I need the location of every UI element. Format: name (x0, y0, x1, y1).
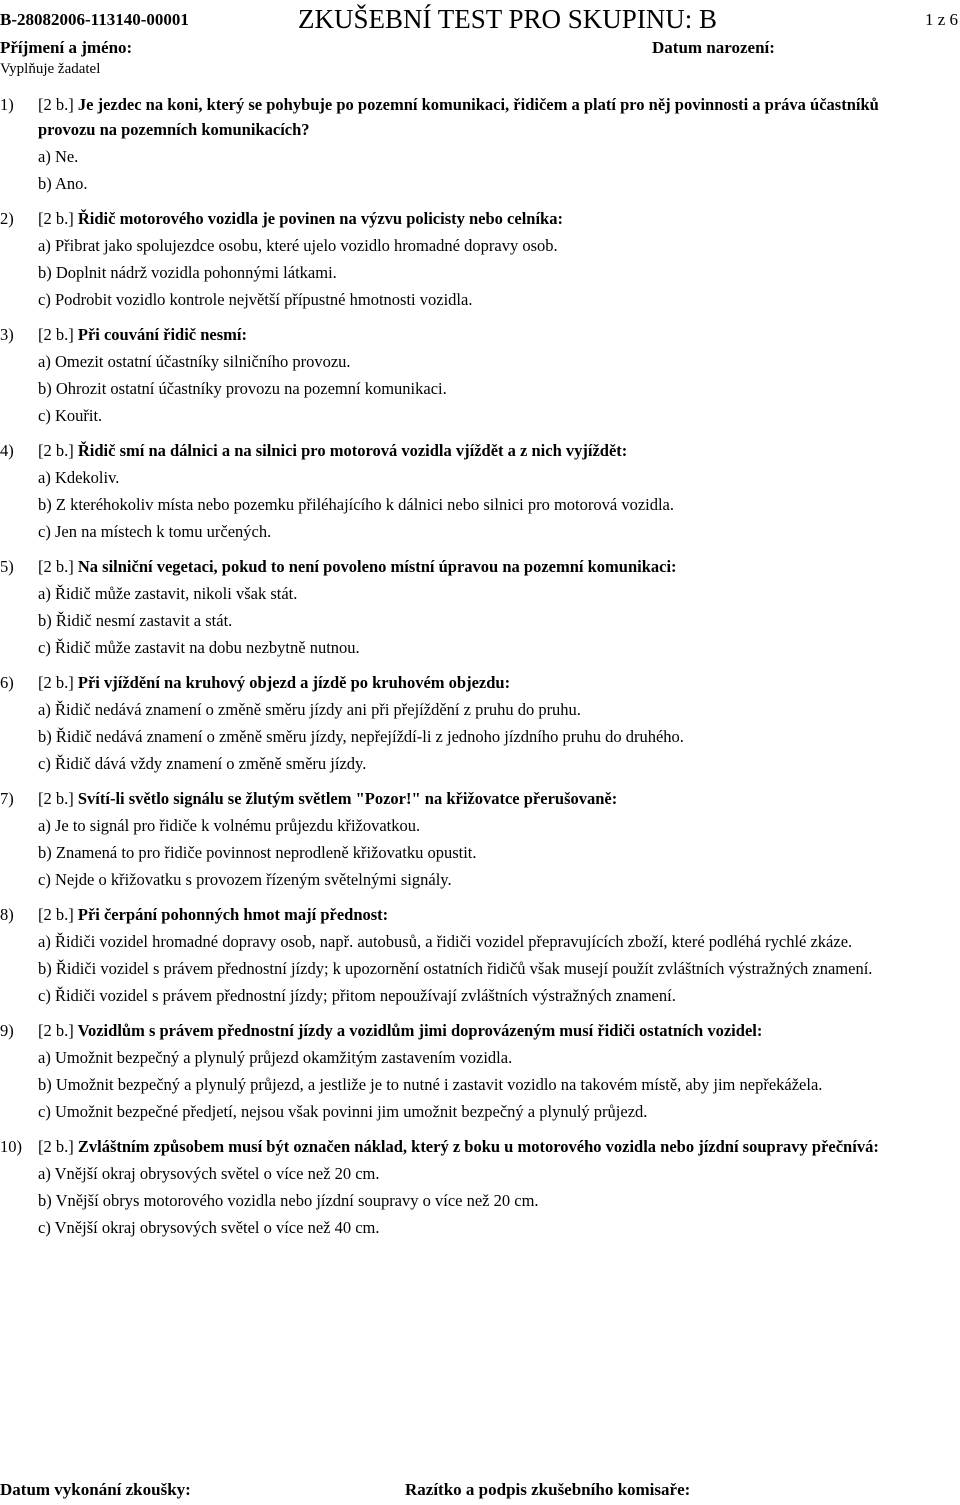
answer-option[interactable]: c) Řidiči vozidel s právem přednostní jízdy; přitom nepoužívají zvláštních výstražných znamení. (38, 986, 676, 1005)
question-points: [2 b.] (38, 441, 74, 460)
question-text: Vozidlům s právem přednostní jízdy a vozidlům jimi doprovázeným musí řidiči ostatních vozidel: (77, 1021, 763, 1040)
answer-option[interactable]: c) Jen na místech k tomu určených. (38, 522, 272, 541)
question-number: 1) (0, 95, 14, 114)
answer-option[interactable]: b) Vnější obrys motorového vozidla nebo jízdní soupravy o více než 20 cm. (38, 1191, 539, 1210)
question-points: [2 b.] (38, 789, 74, 808)
fill-note: Vyplňuje žadatel (0, 61, 101, 77)
answer-option[interactable]: b) Řidič nedává znamení o změně směru jízdy, nepřejíždí-li z jednoho jízdního pruhu do druhého. (38, 727, 684, 746)
question-item (0, 1018, 940, 1124)
exam-date-label: Datum vykonání zkoušky: (0, 1480, 191, 1499)
answer-option[interactable]: a) Omezit ostatní účastníky silničního provozu. (38, 352, 351, 371)
answer-option[interactable]: c) Vnější okraj obrysových světel o více než 40 cm. (38, 1218, 380, 1237)
question-item (0, 92, 940, 196)
page-number: 1 z 6 (924, 10, 958, 29)
question-points: [2 b.] (38, 905, 74, 924)
question-points: [2 b.] (38, 95, 74, 114)
answer-option[interactable]: c) Umožnit bezpečné předjetí, nejsou však povinni jim umožnit bezpečný a plynulý průjezd. (38, 1102, 648, 1121)
answer-option[interactable]: c) Podrobit vozidlo kontrole největší přípustné hmotnosti vozidla. (38, 290, 473, 309)
answer-option[interactable]: b) Z kteréhokoliv místa nebo pozemku přiléhajícího k dálnici nebo silnici pro motorová vozidla. (38, 495, 675, 514)
answer-option[interactable]: b) Řidiči vozidel s právem přednostní jízdy; k upozornění ostatních řidičů však musejí použít zvláštních výstražných znamení. (38, 959, 873, 978)
question-item (0, 206, 940, 312)
question-heading (38, 209, 563, 228)
question-number: 7) (0, 789, 14, 808)
document-id: B-28082006-113140-00001 (0, 10, 189, 29)
answer-option[interactable]: a) Umožnit bezpečný a plynulý průjezd okamžitým zastavením vozidla. (38, 1048, 513, 1067)
answer-option[interactable]: b) Ano. (38, 174, 88, 193)
answer-option[interactable]: c) Řidič může zastavit na dobu nezbytně nutnou. (38, 638, 360, 657)
answer-option[interactable]: a) Řidič může zastavit, nikoli však stát. (38, 584, 298, 603)
answer-option[interactable]: a) Kdekoliv. (38, 468, 120, 487)
question-text: Na silniční vegetaci, pokud to není povoleno místní úpravou na pozemní komunikaci: (77, 557, 677, 576)
question-text: Řidič smí na dálnici a na silnici pro motorová vozidla vjíždět a z nich vyjíždět: (77, 441, 628, 460)
question-heading (38, 673, 510, 692)
question-item (0, 1134, 940, 1240)
signature-label: Razítko a podpis zkušebního komisaře: (405, 1480, 691, 1499)
question-points: [2 b.] (38, 1137, 74, 1156)
question-text: Řidič motorového vozidla je povinen na výzvu policisty nebo celníka: (77, 209, 563, 228)
question-item (0, 670, 940, 776)
question-text: Při čerpání pohonných hmot mají přednost: (77, 905, 389, 924)
header-top-row (0, 4, 960, 36)
question-number: 5) (0, 557, 14, 576)
question-points: [2 b.] (38, 557, 74, 576)
question-heading (38, 1021, 762, 1040)
question-number: 10) (0, 1137, 22, 1156)
question-heading (38, 905, 388, 924)
question-text: Je jezdec na koni, který se pohybuje po pozemní komunikaci, řidičem a platí pro něj povinnosti a práva účastníků provozu na pozemních komunikacích? (38, 95, 879, 139)
header-fields-row (0, 38, 960, 60)
question-number: 4) (0, 441, 14, 460)
question-number: 3) (0, 325, 14, 344)
question-text: Zvláštním způsobem musí být označen náklad, který z boku u motorového vozidla nebo jízdní soupravy přečnívá: (77, 1137, 879, 1156)
name-label: Příjmení a jméno: (0, 38, 133, 57)
question-item (0, 902, 940, 1008)
question-number: 2) (0, 209, 14, 228)
question-list (0, 92, 940, 1250)
question-heading (38, 325, 247, 344)
birth-date-label: Datum narození: (652, 38, 775, 57)
answer-option[interactable]: c) Řidič dává vždy znamení o změně směru jízdy. (38, 754, 367, 773)
question-heading (38, 1137, 879, 1156)
answer-option[interactable]: b) Doplnit nádrž vozidla pohonnými látkami. (38, 263, 337, 282)
answer-option[interactable]: b) Řidič nesmí zastavit a stát. (38, 611, 233, 630)
question-number: 8) (0, 905, 14, 924)
answer-option[interactable]: a) Řidič nedává znamení o změně směru jízdy ani při přejíždění z pruhu do pruhu. (38, 700, 581, 719)
question-points: [2 b.] (38, 1021, 74, 1040)
answer-option[interactable]: b) Umožnit bezpečný a plynulý průjezd, a jestliže je to nutné i zastavit vozidlo na takovém místě, aby jim nepřekážela. (38, 1075, 823, 1094)
answer-option[interactable]: a) Přibrat jako spolujezdce osobu, které ujelo vozidlo hromadné dopravy osob. (38, 236, 558, 255)
question-text: Při couvání řidič nesmí: (77, 325, 247, 344)
question-text: Svítí-li světlo signálu se žlutým světlem "Pozor!" na křižovatce přerušovaně: (77, 789, 618, 808)
answer-option[interactable]: b) Ohrozit ostatní účastníky provozu na pozemní komunikaci. (38, 379, 447, 398)
answer-option[interactable]: a) Vnější okraj obrysových světel o více než 20 cm. (38, 1164, 380, 1183)
question-points: [2 b.] (38, 673, 74, 692)
test-title: ZKUŠEBNÍ TEST PRO SKUPINU: B (298, 4, 718, 34)
answer-option[interactable]: b) Znamená to pro řidiče povinnost neprodleně křižovatku opustit. (38, 843, 477, 862)
answer-option[interactable]: a) Ne. (38, 147, 79, 166)
answer-option[interactable]: a) Je to signál pro řidiče k volnému průjezdu křižovatkou. (38, 816, 421, 835)
question-text: Při vjíždění na kruhový objezd a jízdě po kruhovém objezdu: (77, 673, 511, 692)
question-heading (38, 557, 677, 576)
question-item (0, 554, 940, 660)
question-heading (38, 95, 879, 139)
question-points: [2 b.] (38, 325, 74, 344)
answer-option[interactable]: c) Kouřit. (38, 406, 103, 425)
question-points: [2 b.] (38, 209, 74, 228)
question-item (0, 322, 940, 428)
question-heading (38, 789, 617, 808)
question-number: 6) (0, 673, 14, 692)
answer-option[interactable]: a) Řidiči vozidel hromadné dopravy osob, např. autobusů, a řidiči vozidel přepravujících zboží, které podléhá rychlé zkáze. (38, 932, 853, 951)
question-number: 9) (0, 1021, 14, 1040)
answer-option[interactable]: c) Nejde o křižovatku s provozem řízeným světelnými signály. (38, 870, 452, 889)
question-item (0, 786, 940, 892)
question-item (0, 438, 940, 544)
question-heading (38, 441, 627, 460)
